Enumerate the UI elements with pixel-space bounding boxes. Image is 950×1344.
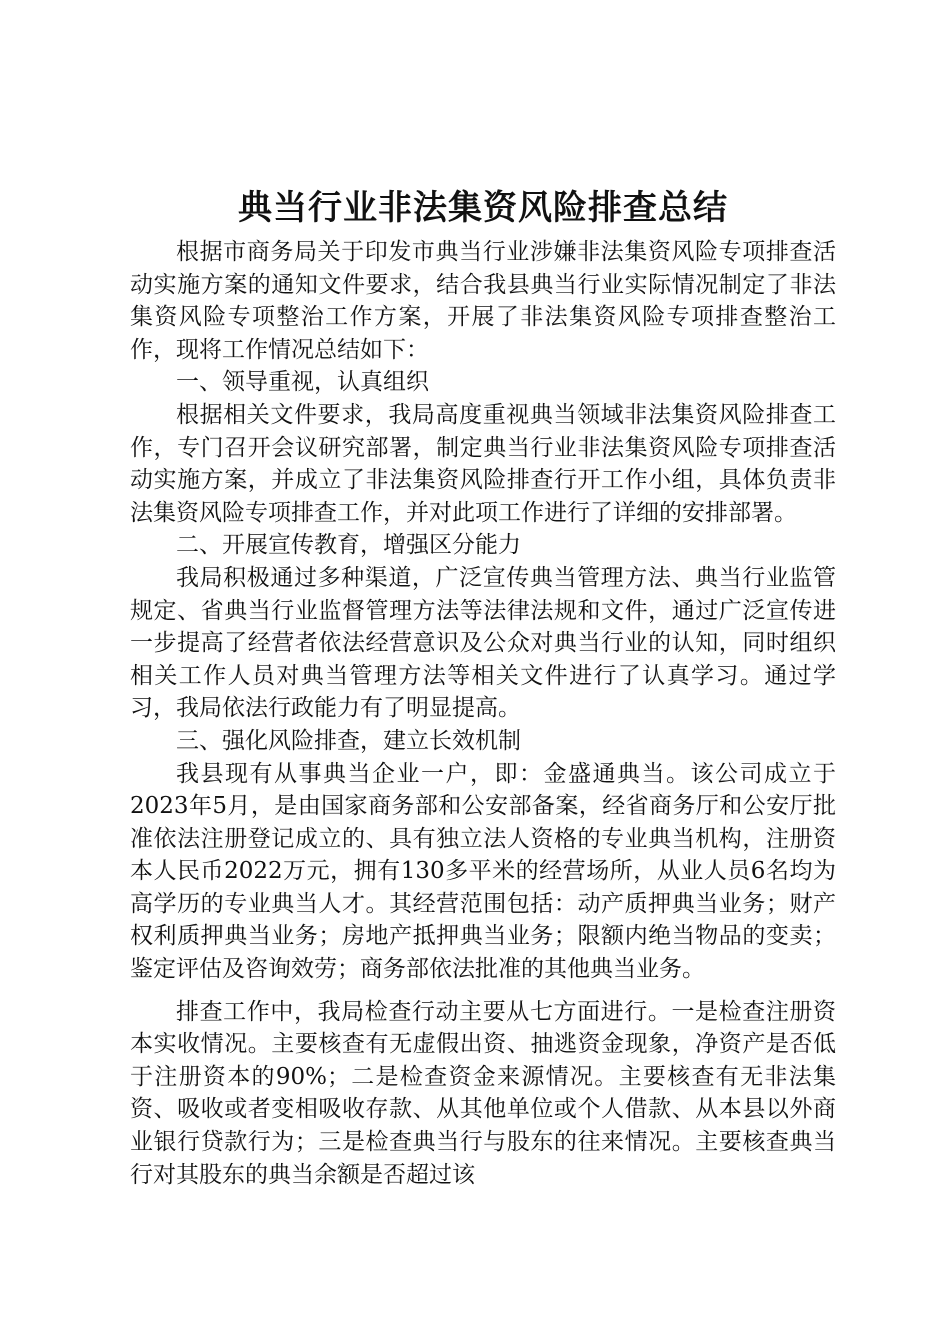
intro-paragraph: 根据市商务局关于印发市典当行业涉嫌非法集资风险专项排查活动实施方案的通知文件要求，结合我县典当行业实际情况制定了非法集资风险专项整治工作方案，开展了非法集资风险专项排查整治工作，现将工作情况总结如下：	[130, 239, 836, 363]
section-heading-2: 二、开展宣传教育，增强区分能力	[176, 532, 521, 559]
document-title: 典当行业非法集资风险排查总结	[238, 188, 728, 228]
section-heading-3: 三、强化风险排查，建立长效机制	[176, 727, 521, 754]
section-2-paragraph: 我局积极通过多种渠道，广泛宣传典当管理方法、典当行业监管规定、省典当行业监督管理方法等法律法规和文件，通过广泛宣传进一步提高了经营者依法经营意识及公众对典当行业的认知，同时组织相关工作人员对典当管理方法等相关文件进行了认真学习。通过学习，我局依法行政能力有了明显提高。	[130, 564, 836, 722]
document-page	[130, 186, 836, 1191]
section-3-paragraph-1: 我县现有从事典当企业一户，即：金盛通典当。该公司成立于2023年5月，是由国家商务部和公安部备案，经省商务厅和公安厅批准依法注册登记成立的、具有独立法人资格的专业典当机构，注册资本人民币2022万元，拥有130多平米的经营场所，从业人员6名均为高学历的专业典当人才。其经营范围包括：动产质押典当业务；财产权利质押典当业务；房地产抵押典当业务；限额内绝当物品的变卖；鉴定评估及咨询效劳；商务部依法批准的其他典当业务。	[130, 760, 836, 983]
section-3-paragraph-2: 排查工作中，我局检查行动主要从七方面进行。一是检查注册资本实收情况。主要核查有无虚假出资、抽逃资金现象，净资产是否低于注册资本的90%；二是检查资金来源情况。主要核查有无非法集资、吸收或者变相吸收存款、从其他单位或个人借款、从本县以外商业银行贷款行为；三是检查典当行与股东的往来情况。主要核查典当行对其股东的典当余额是否超过该	[130, 998, 836, 1188]
section-1-paragraph: 根据相关文件要求，我局高度重视典当领域非法集资风险排查工作，专门召开会议研究部署，制定典当行业非法集资风险专项排查活动实施方案，并成立了非法集资风险排查行开工作小组，具体负责非法集资风险专项排查工作，并对此项工作进行了详细的安排部署。	[130, 401, 836, 526]
section-heading-1: 一、领导重视，认真组织	[176, 369, 429, 396]
